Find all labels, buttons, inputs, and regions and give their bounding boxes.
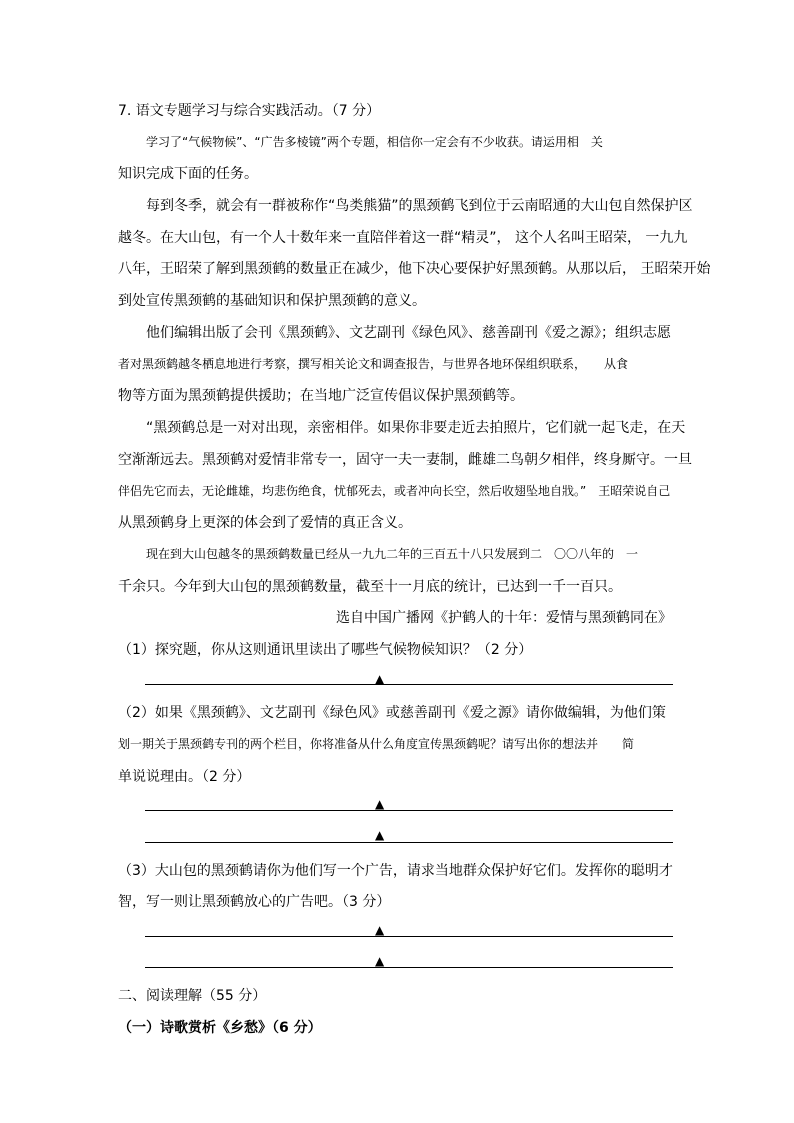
text-line: 空渐渐远去。黑颈鹤对爱情非常专一，固守一夫一妻制，雌雄二鸟朝夕相伴，终身厮守。一旦: [118, 452, 692, 468]
answer-mark-icon: ▲: [375, 797, 385, 811]
answer-line[interactable]: [145, 842, 673, 843]
answer-line[interactable]: [145, 810, 673, 811]
answer-mark-icon: ▲: [375, 954, 385, 968]
text-line: 越冬。在大山包，有一个人十数年来一直陪伴着这一群“精灵”， 这个人名叫王昭荣， 一九九: [118, 230, 688, 246]
answer-mark-icon: ▲: [375, 923, 385, 937]
text-line: 千余只。今年到大山包的黑颈鹤数量，截至十一月底的统计，已达到一千一百只。: [118, 579, 622, 595]
answer-line[interactable]: [145, 936, 673, 937]
text-line: 单说说理由。（2 分）: [118, 769, 251, 785]
text-line: 他们编辑出版了会刊《黑颈鹤》、文艺副刊《绿色风》、慈善副刊《爱之源》；组织志愿: [146, 325, 671, 341]
text-line: 物等方面为黑颈鹤提供援助；在当地广泛宣传倡议保护黑颈鹤等。: [118, 388, 524, 404]
text-line: 智，写一则让黑颈鹤放心的广告吧。（3 分）: [118, 894, 391, 910]
section-2-subheading: （一）诗歌赏析《乡愁》（6 分）: [118, 1020, 322, 1036]
answer-mark-icon: ▲: [375, 828, 385, 842]
text-line: 划一期关于黑颈鹤专刊的两个栏目，你将准备从什么角度宣传黑颈鹤呢？请写出你的想法并 简: [118, 737, 635, 751]
answer-line[interactable]: [145, 967, 673, 968]
text-line: 每到冬季，就会有一群被称作“鸟类熊猫”的黑颈鹤飞到位于云南昭通的大山包自然保护区: [146, 198, 693, 214]
text-line: 现在到大山包越冬的黑颈鹤数量已经从一九九二年的三百五十八只发展到二 〇〇八年的 一: [146, 547, 639, 561]
question-7-intro: 学习了“气候物候”、“广告多棱镜”两个专题，相信你一定会有不少收获。请运用相 关: [146, 135, 603, 149]
article-source: 选自中国广播网《护鹤人的十年：爱情与黑颈鹤同在》: [336, 610, 672, 626]
text-line: 到处宣传黑颈鹤的基础知识和保护黑颈鹤的意义。: [118, 293, 426, 309]
question-7-heading: 7. 语文专题学习与综合实践活动。（7 分）: [118, 103, 381, 119]
text-line: 八年，王昭荣了解到黑颈鹤的数量正在减少，他下决心要保护好黑颈鹤。从那以后， 王昭荣开始: [118, 261, 711, 277]
sub-question-1: （1）探究题，你从这则通讯里读出了哪些气候物候知识？（2 分）: [118, 642, 533, 658]
section-2-heading: 二、阅读理解（55 分）: [118, 988, 267, 1004]
text-line: “黑颈鹤总是一对对出现，亲密相伴。如果你非要走近去拍照片，它们就一起飞走，在天: [146, 420, 686, 436]
text-line: 伴侣先它而去，无论雌雄，均悲伤绝食，忧郁死去，或者冲向长空，然后收翅坠地自戕。” 王昭荣说自己: [118, 484, 671, 498]
question-7-intro: 知识完成下面的任务。: [118, 166, 258, 182]
answer-mark-icon: ▲: [375, 672, 385, 686]
text-line: 从黑颈鹤身上更深的体会到了爱情的真正含义。: [118, 515, 412, 531]
text-line: （3）大山包的黑颈鹤请你为他们写一个广告，请求当地群众保护好它们。发挥你的聪明才: [118, 863, 673, 879]
text-line: 者对黑颈鹤越冬栖息地进行考察，撰写相关论文和调查报告，与世界各地环保组织联系， 从食: [118, 357, 629, 371]
text-line: （2）如果《黑颈鹤》、文艺副刊《绿色风》或慈善副刊《爱之源》请你做编辑，为他们策: [118, 705, 666, 721]
answer-line[interactable]: [145, 684, 673, 685]
